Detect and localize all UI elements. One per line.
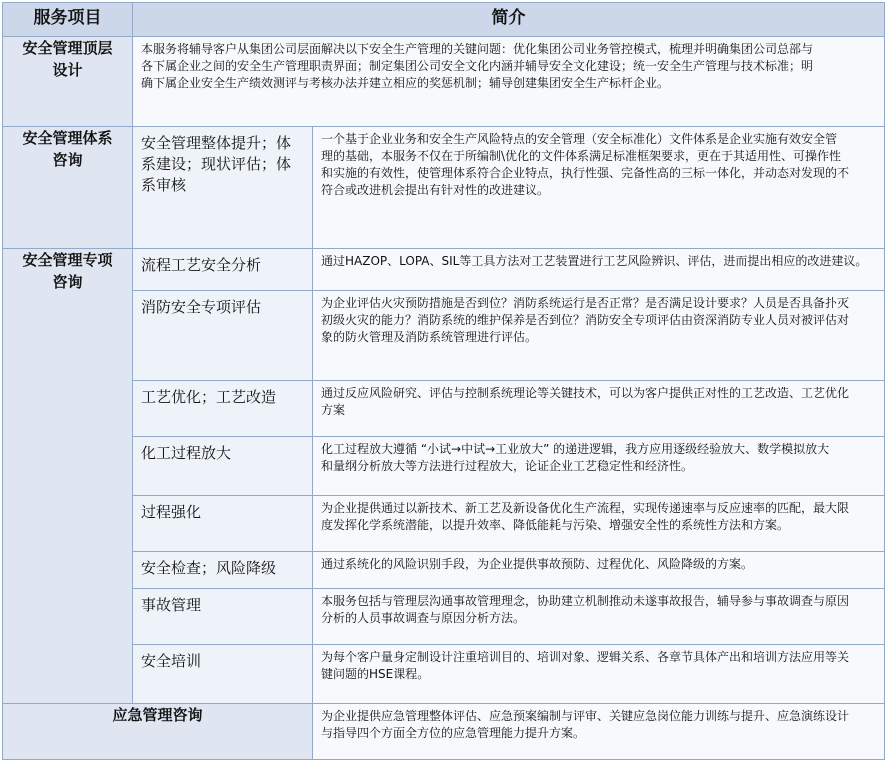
desc-safety-inspection: 通过系统化的风险识别手段，为企业提供事故预防、过程优化、风险降级的方案。: [313, 552, 885, 589]
header-intro: 简介: [133, 3, 885, 37]
sub-process-safety-analysis: 流程工艺安全分析: [133, 249, 313, 291]
group-top-level-design: 安全管理顶层 设计: [3, 37, 133, 127]
table-row: [3, 704, 885, 760]
table-row: [3, 37, 885, 127]
desc-emergency-management: 为企业提供应急管理整体评估、应急预案编制与评审、关键应急岗位能力训练与提升、应急演练设计 与指导四个方面全方位的应急管理能力提升方案。: [313, 704, 885, 760]
table-row: [3, 291, 885, 381]
sub-scale-up: 化工过程放大: [133, 437, 313, 496]
desc-fire-safety-assessment: 为企业评估火灾预防措施是否到位？消防系统运行是否正常？是否满足设计要求？人员是否具备扑灭 初级火灾的能力？消防系统的维护保养是否到位？消防安全专项评估由资深消防专业人员对被评估对 象的防火管理及消防系统管理进行评估。: [313, 291, 885, 381]
sub-process-optimization: 工艺优化；工艺改造: [133, 381, 313, 437]
table-row: [3, 552, 885, 589]
desc-accident-management: 本服务包括与管理层沟通事故管理理念，协助建立机制推动未遂事故报告，辅导参与事故调查与原因 分析的人员事故调查与原因分析方法。: [313, 589, 885, 645]
sub-safety-inspection: 安全检查；风险降级: [133, 552, 313, 589]
sub-system-consulting: 安全管理整体提升；体系建设；现状评估；体系审核: [133, 127, 313, 249]
desc-system-consulting: 一个基于企业业务和安全生产风险特点的安全管理（安全标准化）文件体系是企业实施有效安全管 理的基础，本服务不仅在于所编制\优化的文件体系满足标准框架要求，更在于其适用性、可操作性 和实施的有效性，使管理体系符合企业特点，执行性强、完备性高的三标一体化，并动态对发现的不 符合或改进机会提出有针对性的改进建议。: [313, 127, 885, 249]
desc-process-optimization: 通过反应风险研究、评估与控制系统理论等关键技术，可以为客户提供正对性的工艺改造、工艺优化 方案: [313, 381, 885, 437]
sub-fire-safety-assessment: 消防安全专项评估: [133, 291, 313, 381]
table-row: [3, 249, 885, 291]
sub-accident-management: 事故管理: [133, 589, 313, 645]
desc-top-level-design: 本服务将辅导客户从集团公司层面解决以下安全生产管理的关键问题：优化集团公司业务管控模式，梳理并明确集团公司总部与 各下属企业之间的安全生产管理职责界面；制定集团公司安全文化内涵并辅导安全文化建设；统一安全生产管理与技术标准；明 确下属企业安全生产绩效测评与考核办法并建立相应的奖惩机制；辅导创建集团安全生产标杆企业。: [133, 37, 885, 127]
desc-scale-up: 化工过程放大遵循 “小试→中试→工业放大” 的递进逻辑，我方应用逐级经验放大、数学模拟放大 和量纲分析放大等方法进行过程放大，论证企业工艺稳定性和经济性。: [313, 437, 885, 496]
table-row: [3, 127, 885, 249]
desc-safety-training: 为每个客户量身定制设计注重培训目的、培训对象、逻辑关系、各章节具体产出和培训方法应用等关 键问题的HSE课程。: [313, 645, 885, 704]
desc-process-safety-analysis: 通过HAZOP、LOPA、SIL等工具方法对工艺装置进行工艺风险辨识、评估，进而提出相应的改进建议。: [313, 249, 885, 291]
table-row: [3, 381, 885, 437]
group-system-consulting: 安全管理体系 咨询: [3, 127, 133, 249]
table-row: [3, 645, 885, 704]
services-table: [2, 2, 885, 760]
group-special-consulting: 安全管理专项 咨询: [3, 249, 133, 704]
group-emergency-management: 应急管理咨询: [3, 704, 313, 760]
table-row: [3, 496, 885, 552]
header-service-item: 服务项目: [3, 3, 133, 37]
sub-safety-training: 安全培训: [133, 645, 313, 704]
desc-process-intensification: 为企业提供通过以新技术、新工艺及新设备优化生产流程，实现传递速率与反应速率的匹配，最大限 度发挥化学系统潜能，以提升效率、降低能耗与污染、增强安全性的系统性方法和方案。: [313, 496, 885, 552]
table-row: [3, 437, 885, 496]
sub-process-intensification: 过程强化: [133, 496, 313, 552]
table-header-row: [3, 3, 885, 37]
table-row: [3, 589, 885, 645]
